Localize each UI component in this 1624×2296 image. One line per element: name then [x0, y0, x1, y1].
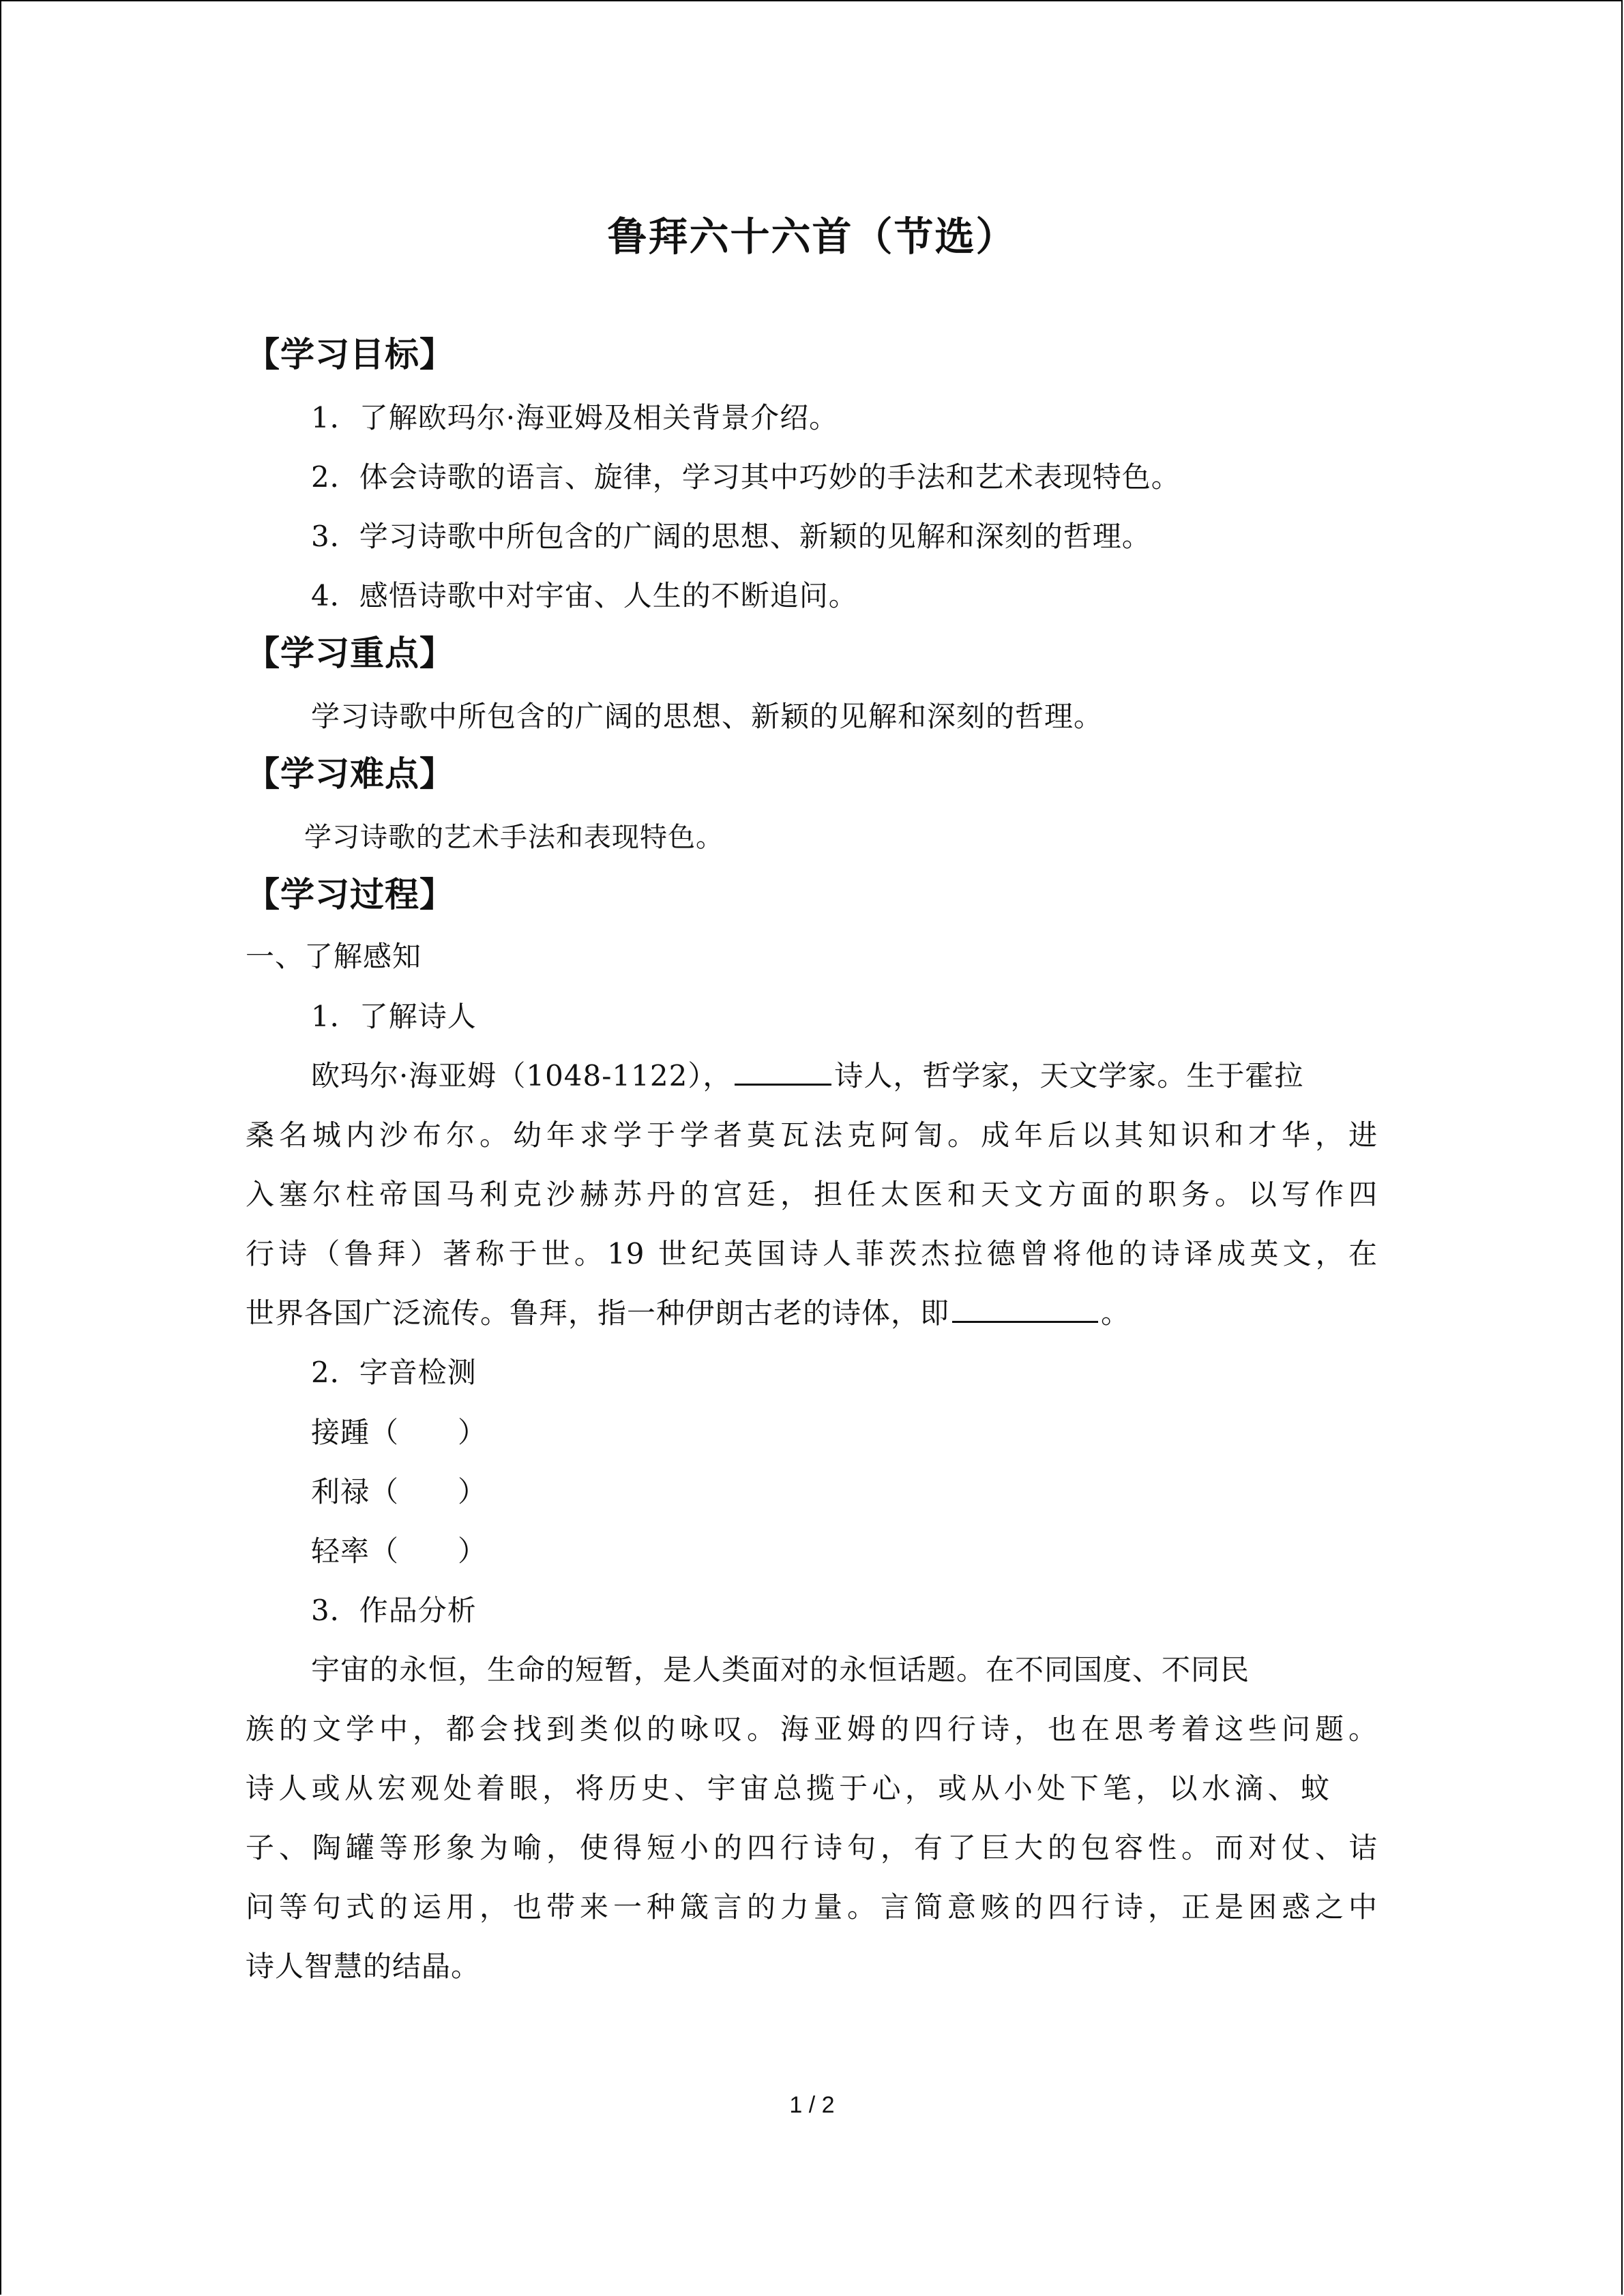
pronunciation-item[interactable]: 轻率（ ）: [311, 1534, 488, 1568]
paragraph-line: 入塞尔柱帝国马利克沙赫苏丹的宫廷，担任太医和天文方面的职务。以写作四: [246, 1178, 1378, 1211]
paragraph-line: 行诗（鲁拜）著称于世。19 世纪英国诗人菲茨杰拉德曾将他的诗译成英文，在: [246, 1237, 1378, 1270]
paragraph-line: 诗人智慧的结晶。: [246, 1950, 481, 1983]
heading-difficulties: 【学习难点】: [246, 754, 454, 794]
poet-intro-text: 欧玛尔·海亚姆（1048-1122），: [311, 1059, 733, 1092]
fill-blank-nationality[interactable]: [735, 1058, 831, 1086]
paragraph-line: 子、陶罐等形象为喻，使得短小的四行诗句，有了巨大的包容性。而对仗、诘: [246, 1831, 1378, 1864]
paragraph-line: 问等句式的运用，也带来一种箴言的力量。言简意赅的四行诗，正是困惑之中: [246, 1890, 1378, 1924]
section-title: 一、了解感知: [246, 940, 422, 973]
heading-process: 【学习过程】: [246, 875, 454, 914]
paragraph-line: [311, 1054, 1303, 1094]
objective-item: 2．体会诗歌的语言、旋律，学习其中巧妙的手法和艺术表现特色。: [311, 460, 1181, 494]
poet-intro-text: 诗人，哲学家，天文学家。生于霍拉: [834, 1059, 1304, 1092]
heading-key-points: 【学习重点】: [246, 633, 454, 673]
poet-intro-text: 。: [1101, 1296, 1131, 1330]
objective-item: 1．了解欧玛尔·海亚姆及相关背景介绍。: [311, 401, 839, 434]
subsection-title: 2．字音检测: [311, 1356, 477, 1389]
paragraph-line: [246, 1291, 1130, 1332]
pronunciation-item[interactable]: 利禄（ ）: [311, 1475, 488, 1508]
fill-blank-poem-form[interactable]: [952, 1295, 1098, 1323]
objective-item: 4．感悟诗歌中对宇宙、人生的不断追问。: [311, 579, 858, 612]
objective-item: 3．学习诗歌中所包含的广阔的思想、新颖的见解和深刻的哲理。: [311, 520, 1151, 553]
paragraph-line: 宇宙的永恒，生命的短暂，是人类面对的永恒话题。在不同国度、不同民: [311, 1653, 1250, 1686]
page-number: 1 / 2: [789, 2092, 835, 2118]
paragraph-line: 桑名城内沙布尔。幼年求学于学者莫瓦法克阿訇。成年后以其知识和才华，进: [246, 1118, 1378, 1152]
paragraph-line: 族的文学中，都会找到类似的咏叹。海亚姆的四行诗，也在思考着这些问题。: [246, 1712, 1378, 1746]
subsection-title: 3．作品分析: [311, 1594, 477, 1627]
pronunciation-item[interactable]: 接踵（ ）: [311, 1416, 488, 1449]
poet-intro-text: 世界各国广泛流传。鲁拜，指一种伊朗古老的诗体，即: [246, 1296, 950, 1330]
subsection-title: 1．了解诗人: [311, 1000, 477, 1033]
document-title: 鲁拜六十六首（节选）: [607, 213, 1017, 260]
key-points-text: 学习诗歌中所包含的广阔的思想、新颖的见解和深刻的哲理。: [311, 700, 1104, 733]
heading-objectives: 【学习目标】: [246, 335, 454, 374]
paragraph-line: 诗人或从宏观处着眼，将历史、宇宙总揽于心，或从小处下笔，以水滴、蚊: [246, 1772, 1330, 1805]
difficulties-text: 学习诗歌的艺术手法和表现特色。: [304, 822, 724, 853]
